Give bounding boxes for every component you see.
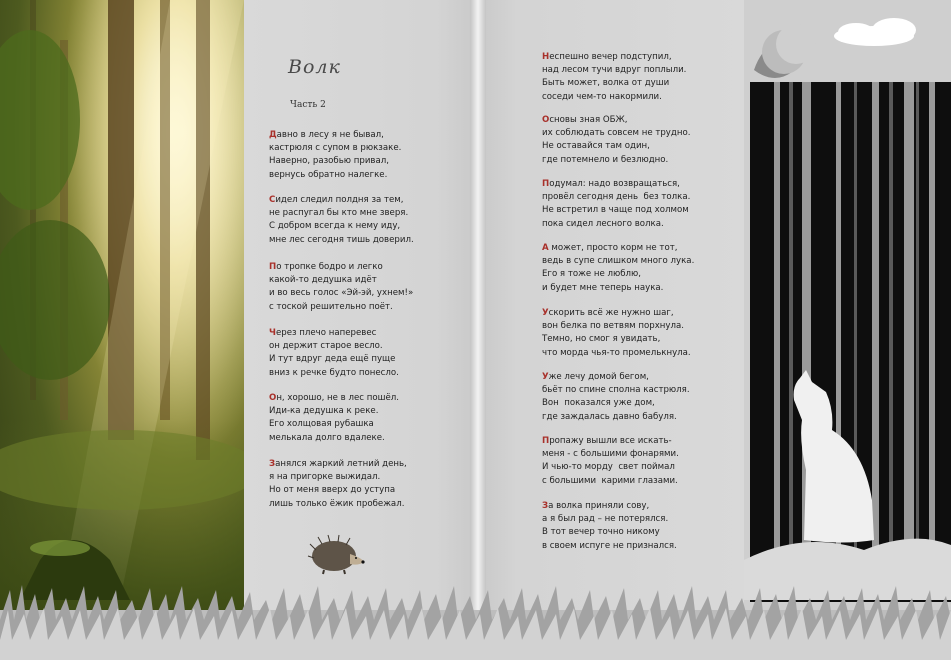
stanza-line: соседи чем-то накормили.	[542, 91, 662, 102]
drop-initial: Ч	[269, 328, 276, 338]
stanza-line: с большими карими глазами.	[542, 475, 678, 486]
stanza-line: не распугал бы кто мне зверя.	[269, 208, 409, 219]
stanza-line: Быть может, волка от души	[542, 78, 670, 89]
stanza	[269, 327, 399, 380]
stanza-line: С добром всегда к нему иду,	[269, 221, 401, 232]
stanza-line: Его холщовая рубашка	[269, 419, 374, 430]
stanza	[542, 51, 686, 104]
stanza-line: может, просто корм не тот,	[548, 243, 678, 253]
stanza-line: ерез плечо наперевес	[275, 328, 377, 338]
stanza-line: Темно, но смог я увидать,	[542, 334, 661, 345]
stanza-line: я на пригорке выжидал.	[269, 472, 381, 483]
stanza	[542, 307, 691, 360]
stanza-line: же лечу домой бегом,	[548, 372, 649, 382]
stanza-line: скорить всё же нужно шаг,	[548, 308, 674, 318]
stanza-line: Его я тоже не люблю,	[542, 269, 641, 280]
stanza-line: а волка приняли сову,	[548, 501, 650, 511]
stanza-line: идел следил полдня за тем,	[275, 195, 404, 205]
stanza	[269, 458, 407, 511]
drop-initial: З	[542, 501, 549, 511]
book-gutter-right	[478, 0, 486, 660]
drop-initial: П	[269, 262, 277, 272]
stanza-line: Не оставайся там один,	[542, 141, 650, 152]
sunlit-forest-illustration	[0, 0, 244, 660]
drop-initial: У	[542, 372, 549, 382]
stanza-line: И чью-то морду свет поймал	[542, 462, 675, 473]
stanza-line: их соблюдать совсем не трудно.	[542, 128, 691, 139]
stanza-line: Но от меня вверх до уступа	[269, 485, 396, 496]
stanza-line: вернусь обратно налегке.	[269, 169, 388, 180]
stanza	[542, 178, 690, 231]
drop-initial: С	[269, 195, 276, 205]
stanza	[542, 500, 677, 553]
night-forest-illustration	[744, 0, 951, 660]
stanza	[542, 114, 690, 167]
drop-initial: П	[542, 179, 550, 189]
drop-initial: А	[542, 243, 549, 253]
drop-initial: Д	[269, 130, 277, 140]
stanza-line: бьёт по спине сполна кастрюля.	[542, 385, 690, 396]
stanza-line: В тот вечер точно никому	[542, 527, 660, 538]
stanza-line: И тут вдруг деда ещё пуще	[269, 354, 396, 365]
stanza-line: провёл сегодня день без толка.	[542, 192, 691, 203]
book-gutter-left	[470, 0, 478, 660]
stanza-line: ведь в супе слишком много лука.	[542, 256, 695, 267]
stanza-line: кастрюля с супом в рюкзаке.	[269, 143, 402, 154]
stanza-line: о тропке бодро и легко	[276, 262, 383, 272]
drop-initial: О	[542, 115, 550, 125]
grass-border	[0, 580, 951, 660]
stanza-line: он держит старое весло.	[269, 341, 383, 352]
stanza-line: мне лес сегодня тишь доверил.	[269, 234, 414, 245]
stanza-line: н, хорошо, не в лес пошёл.	[276, 393, 399, 403]
drop-initial: О	[269, 393, 277, 403]
stanza-line: ропажу вышли все искать-	[549, 436, 672, 446]
stanza	[269, 392, 399, 445]
stanza-line: что морда чья-то промелькнула.	[542, 347, 691, 358]
poem-part: Часть 2	[290, 100, 326, 110]
stanza	[269, 194, 414, 247]
hedgehog-illustration	[306, 532, 366, 576]
stanza-line: над лесом тучи вдруг поплыли.	[542, 65, 687, 76]
stanza-line: одумал: надо возвращаться,	[549, 179, 680, 189]
stanza-line: лишь только ёжик пробежал.	[269, 498, 405, 509]
stanza-line: где заждалась давно бабуля.	[542, 411, 677, 422]
stanza-line: Вон показался уже дом,	[542, 398, 655, 409]
stanza-line: Наверно, разобью привал,	[269, 156, 389, 167]
stanza-line: в своем испуге не признался.	[542, 540, 677, 551]
stanza-line: авно в лесу я не бывал,	[276, 130, 384, 140]
stanza-line: еспешно вечер подступил,	[549, 52, 672, 62]
drop-initial: П	[542, 436, 550, 446]
stanza-line: Иди-ка дедушка к реке.	[269, 406, 379, 417]
stanza-line: анялся жаркий летний день,	[275, 459, 407, 469]
poem-title: Волк	[288, 56, 341, 78]
drop-initial: Н	[542, 52, 550, 62]
stanza-line: где потемнело и безлюдно.	[542, 154, 669, 165]
drop-initial: У	[542, 308, 549, 318]
stanza-line: вон белка по ветвям порхнула.	[542, 321, 684, 332]
stanza-line: вниз к речке будто понесло.	[269, 367, 399, 378]
stanza-line: и во весь голос «Эй-эй, ухнем!»	[269, 288, 414, 299]
stanza	[542, 435, 679, 488]
stanza-line: и будет мне теперь наука.	[542, 282, 664, 293]
stanza	[269, 129, 401, 182]
stanza	[269, 261, 413, 314]
stanza	[542, 242, 694, 295]
drop-initial: З	[269, 459, 276, 469]
stanza-line: сновы зная ОБЖ,	[549, 115, 628, 125]
stanza-line: мелькала долго вдалеке.	[269, 432, 385, 443]
stanza-line: Не встретил в чаще под холмом	[542, 205, 689, 216]
stanza-line: какой-то дедушка идёт	[269, 275, 377, 286]
stanza-line: с тоской решительно поёт.	[269, 301, 393, 312]
stanza-line: пока сидел лесного волка.	[542, 218, 664, 229]
stanza-line: а я был рад – не потерялся.	[542, 514, 669, 525]
stanza	[542, 371, 690, 424]
stanza-line: меня - с большими фонарями.	[542, 449, 679, 460]
